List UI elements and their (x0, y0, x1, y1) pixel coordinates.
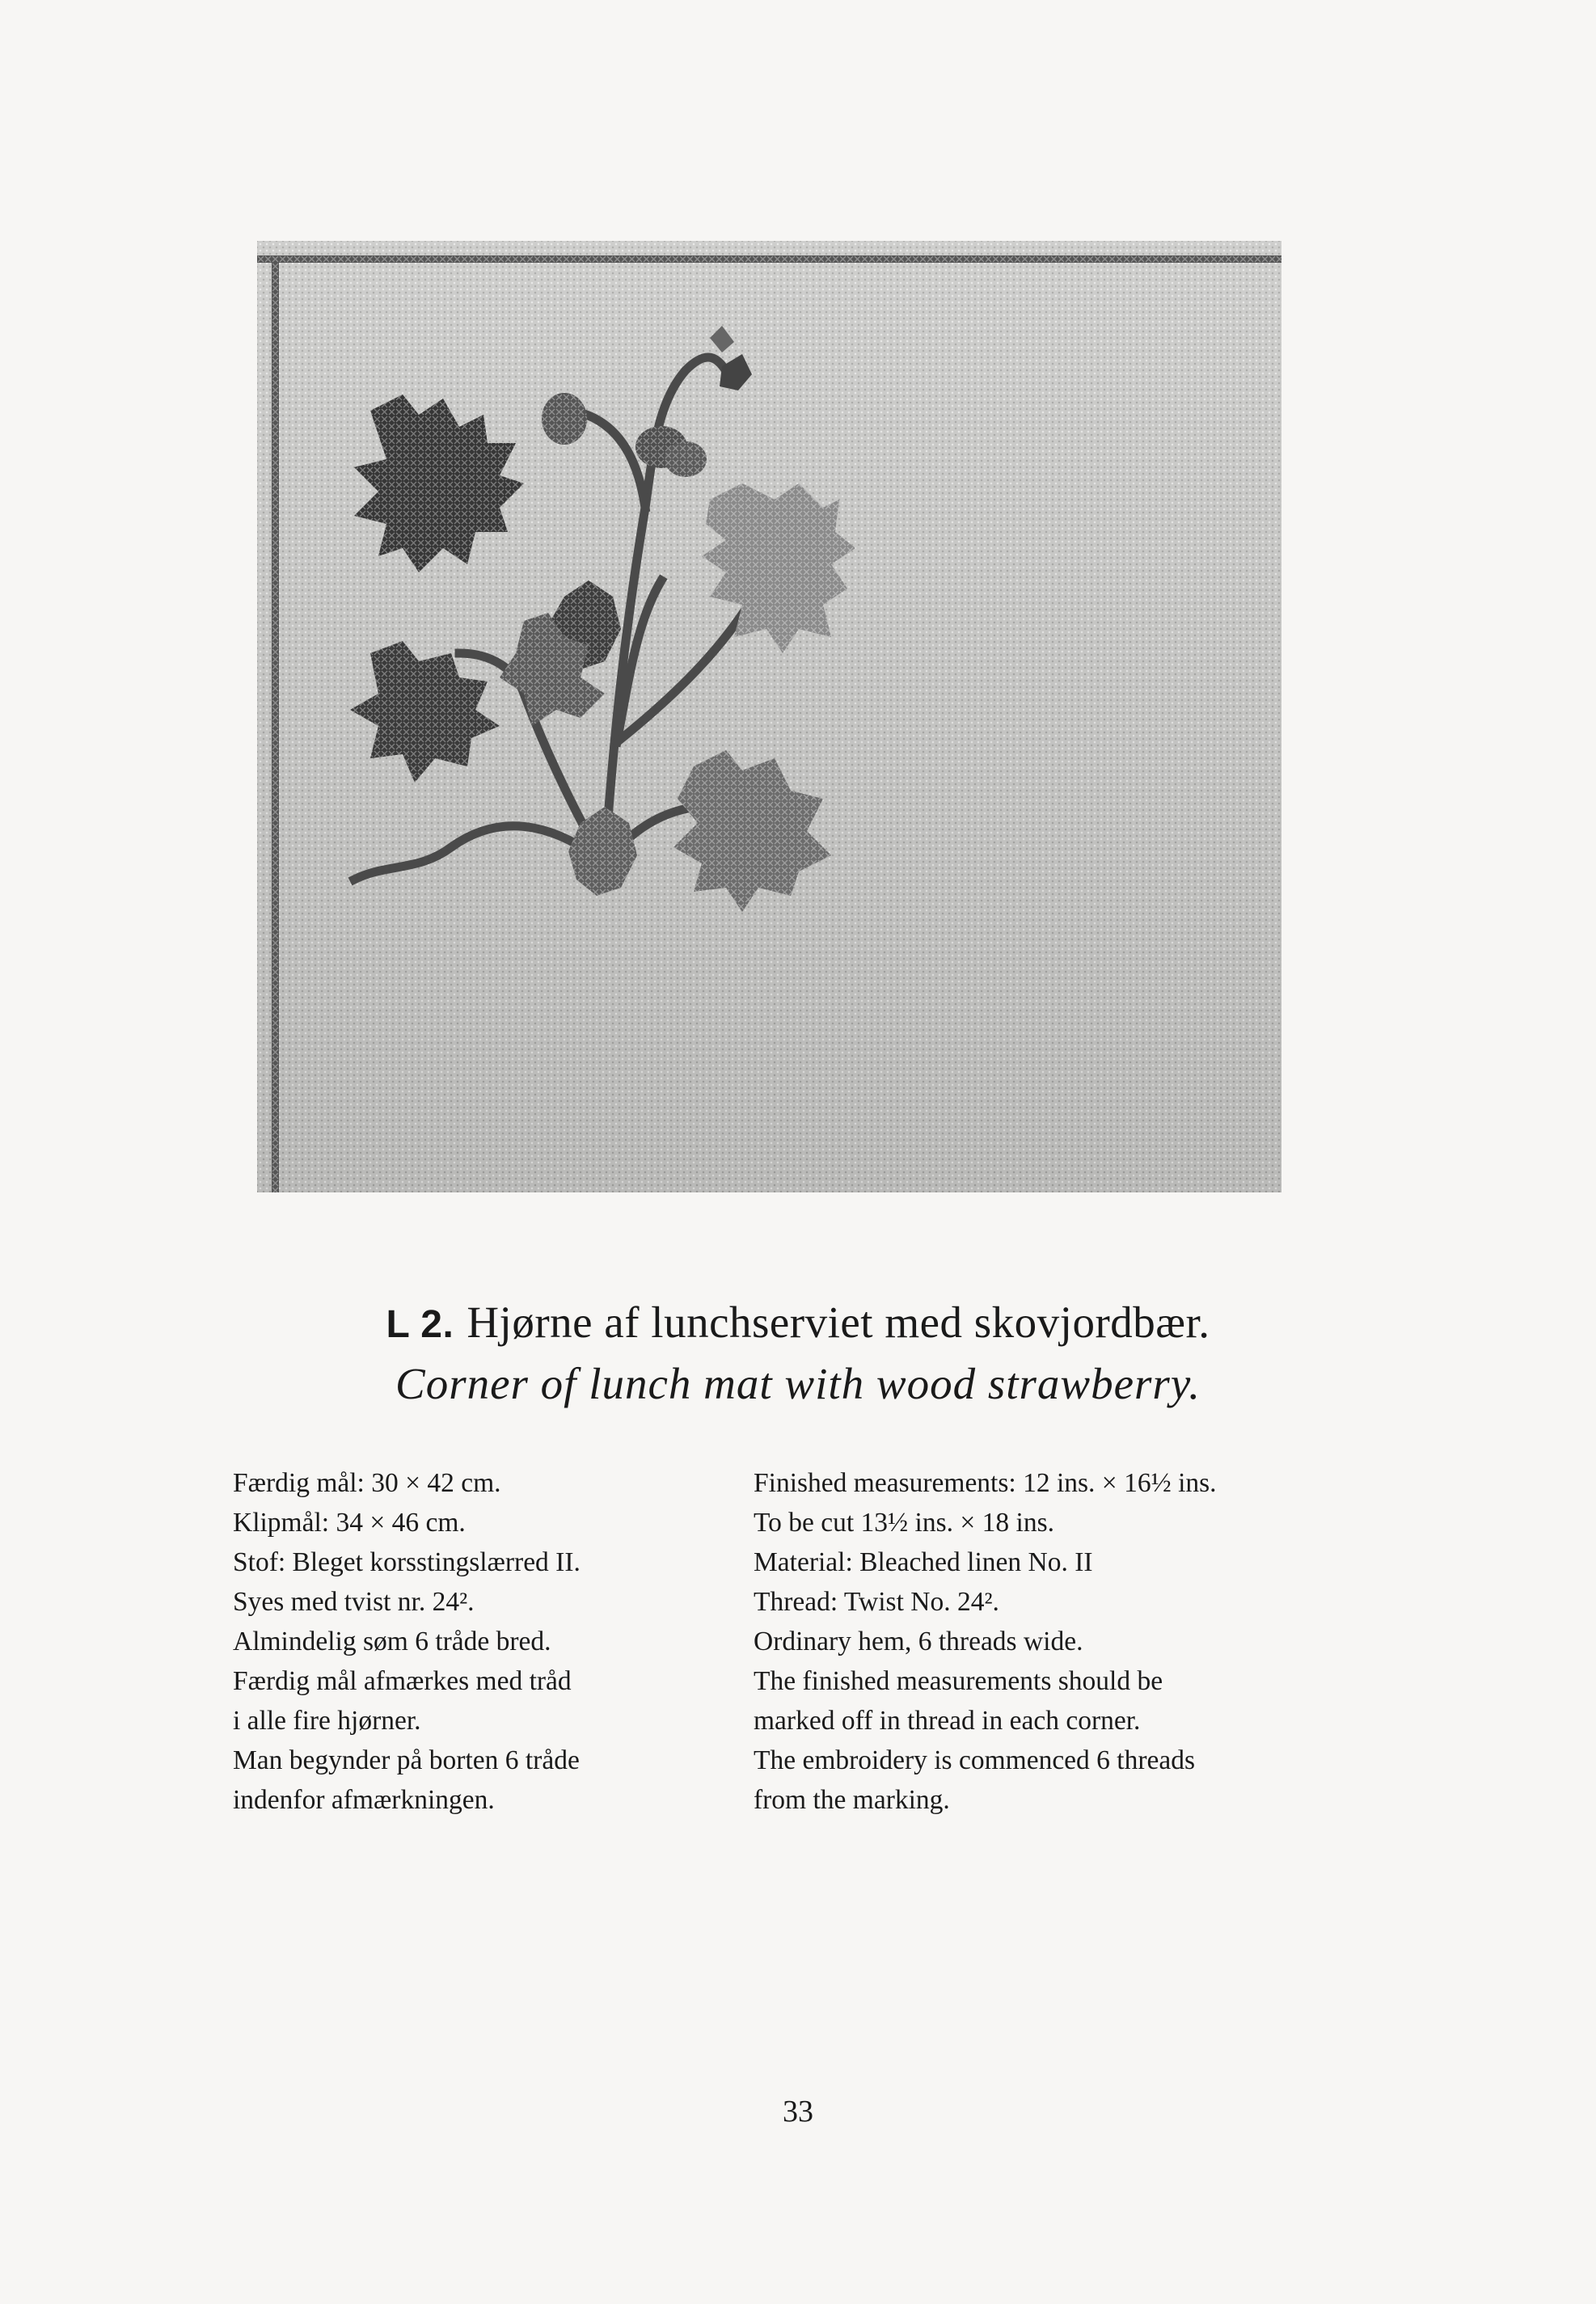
light-leaf-right (702, 483, 855, 653)
instruction-line: Klipmål: 34 × 46 cm. (233, 1508, 466, 1538)
caption-danish-text: Hjørne af lunchserviet med skovjordbær. (467, 1298, 1210, 1347)
instruction-line: Færdig mål afmærkes med tråd (233, 1666, 572, 1696)
instruction-line: To be cut 13½ ins. × 18 ins. (754, 1508, 1055, 1538)
instruction-line: Ordinary hem, 6 threads wide. (754, 1627, 1083, 1656)
dark-leaf-lower (350, 641, 500, 783)
instructions-danish (233, 1463, 581, 1820)
instruction-line: Færdig mål: 30 × 42 cm. (233, 1468, 501, 1498)
instruction-line: i alle fire hjørner. (233, 1706, 421, 1736)
instructions-english (754, 1463, 1217, 1820)
dark-leaf-center (500, 580, 621, 726)
instruction-line: Thread: Twist No. 24². (754, 1587, 999, 1617)
instruction-line: Man begynder på borten 6 tråde (233, 1745, 580, 1775)
caption-danish (0, 1297, 1596, 1348)
instruction-line: Material: Bleached linen No. II (754, 1547, 1093, 1577)
instruction-line: Almindelig søm 6 tråde bred. (233, 1627, 551, 1656)
caption-english: Corner of lunch mat with wood strawberry. (395, 1359, 1201, 1408)
instruction-line: Finished measurements: 12 ins. × 16½ ins. (754, 1468, 1217, 1498)
instruction-line: from the marking. (754, 1785, 950, 1815)
instruction-line: indenfor afmærkningen. (233, 1785, 495, 1815)
embroidery-photo (257, 241, 1281, 1192)
strawberry-fruits (542, 326, 752, 477)
dark-leaf-top (354, 395, 524, 572)
instruction-line: marked off in thread in each corner. (754, 1706, 1141, 1736)
page-number: 33 (783, 2095, 813, 2129)
instruction-line: Stof: Bleget korsstingslærred II. (233, 1547, 581, 1577)
instruction-line: The finished measurements should be (754, 1666, 1163, 1696)
instruction-line: The embroidery is commenced 6 threads (754, 1745, 1196, 1775)
strawberry-embroidery-illustration (257, 241, 1281, 1192)
instruction-line: Syes med tvist nr. 24². (233, 1587, 475, 1617)
figure-label: L 2. (386, 1303, 454, 1346)
mid-leaf-bottom (673, 750, 831, 912)
